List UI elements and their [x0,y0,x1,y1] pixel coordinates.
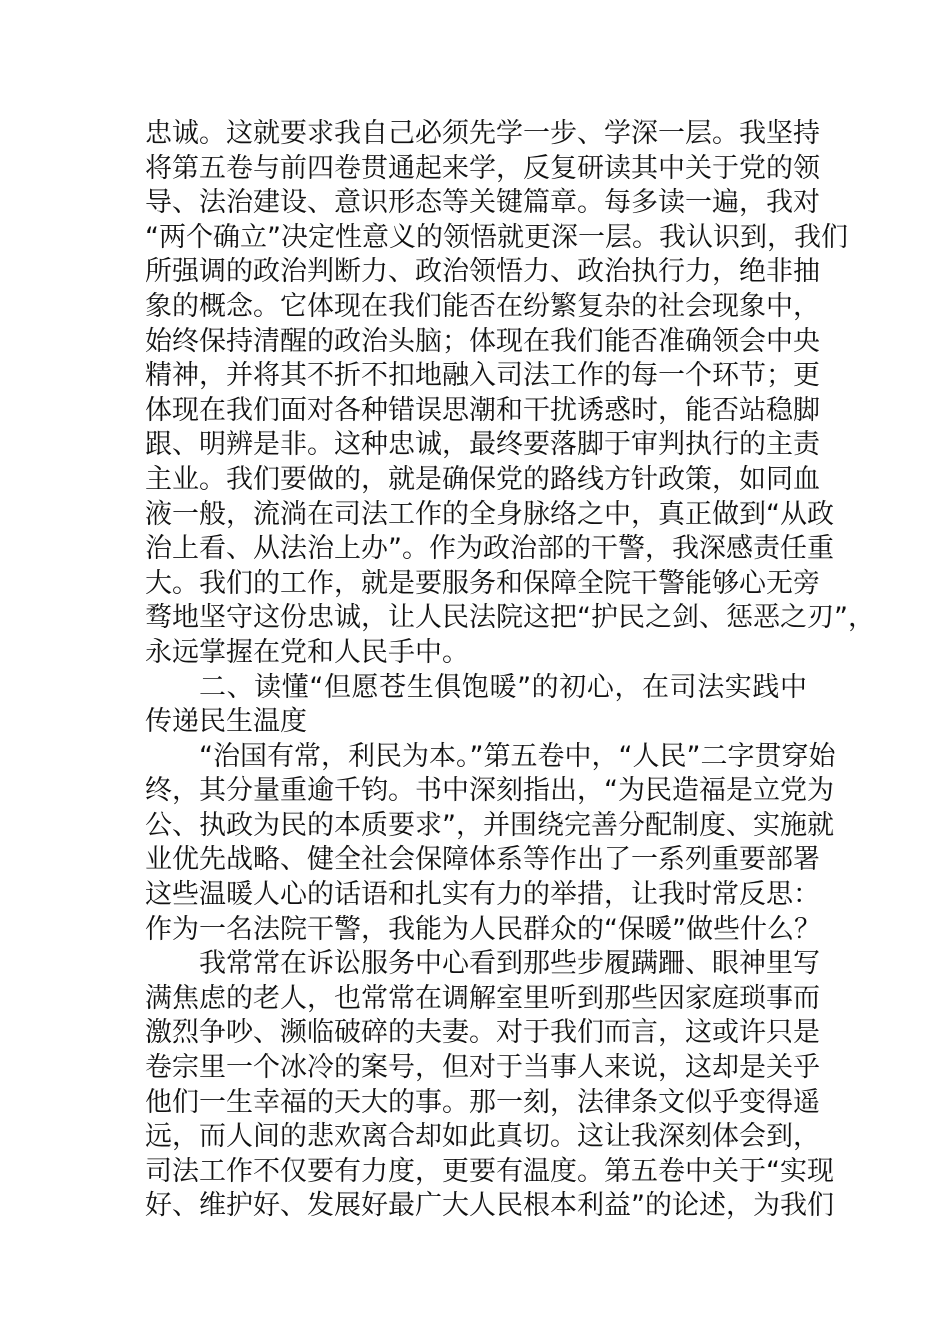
paragraph [145,117,875,671]
text-line: 忠诚。这就要求我自己必须先学一步、学深一层。我坚持 [145,118,820,149]
text-line: 司法工作不仅要有力度，更要有温度。第五卷中关于“实现 [145,1155,834,1187]
text-line: 作为一名法院干警，我能为人民群众的“保暖”做些什么？ [145,913,821,945]
text-line: 精神，并将其不折不扣地融入司法工作的每一个环节；更 [145,360,820,392]
text-line: 治上看、从法治上办”。作为政治部的干警，我深感责任重 [145,533,834,565]
text-line: 业优先战略、健全社会保障体系等作出了一系列重要部署 [145,844,820,876]
text-line: 体现在我们面对各种错误思潮和干扰诱惑时，能否站稳脚 [145,394,820,426]
text-line: 大。我们的工作，就是要服务和保障全院干警能够心无旁 [145,567,820,599]
text-line: 激烈争吵、濒临破碎的夫妻。对于我们而言，这或许只是 [145,1017,820,1049]
paragraph [145,947,834,1224]
text-line: 跟、明辨是非。这种忠诚，最终要落脚于审判执行的主责 [145,429,820,461]
text-line: 他们一生幸福的天大的事。那一刻，法律条文似乎变得遥 [145,1086,820,1118]
text-line: 我常常在诉讼服务中心看到那些步履蹒跚、眼神里写 [199,948,820,980]
text-line: 公、执政为民的本质要求”，并围绕完善分配制度、实施就 [145,809,834,841]
text-line: 永远掌握在党和人民手中。 [145,636,469,668]
text-line: 好、维护好、发展好最广大人民根本利益”的论述，为我们 [145,1190,834,1222]
text-line: 这些温暖人心的话语和扎实有力的举措，让我时常反思： [145,879,820,911]
text-line: 象的概念。它体现在我们能否在纷繁复杂的社会现象中， [145,290,820,322]
text-line: 液一般，流淌在司法工作的全身脉络之中，真正做到“从政 [145,498,834,530]
text-line: 远，而人间的悲欢离合却如此真切。这让我深刻体会到， [145,1121,820,1153]
paragraph [145,740,836,948]
text-line: 满焦虑的老人，也常常在调解室里听到那些因家庭琐事而 [145,982,820,1014]
text-line: 将第五卷与前四卷贯通起来学，反复研读其中关于党的领 [145,152,820,184]
text-line: “两个确立”决定性意义的领悟就更深一层。我认识到，我们 [145,221,848,253]
text-line: 导、法治建设、意识形态等关键篇章。每多读一遍，我对 [145,187,820,219]
text-line: 所强调的政治判断力、政治领悟力、政治执行力，绝非抽 [145,256,820,288]
text-line: 传递民生温度 [145,706,307,738]
text-line: 骛地坚守这份忠诚，让人民法院这把“护民之剑、惩恶之刃”， [145,602,875,634]
text-line: 二、读懂“但愿苍生俱饱暖”的初心，在司法实践中 [199,671,807,703]
text-line: 卷宗里一个冰冷的案号，但对于当事人来说，这却是关乎 [145,1052,820,1084]
text-line: 主业。我们要做的，就是确保党的路线方针政策，如同血 [145,463,820,495]
document-page [145,117,875,1224]
text-line: 终，其分量重逾千钧。书中深刻指出，“为民造福是立党为 [145,775,834,807]
section-heading [145,671,807,740]
text-line: 始终保持清醒的政治头脑；体现在我们能否准确领会中央 [145,325,820,357]
text-line: “治国有常，利民为本。”第五卷中，“人民”二字贯穿始 [199,740,836,772]
